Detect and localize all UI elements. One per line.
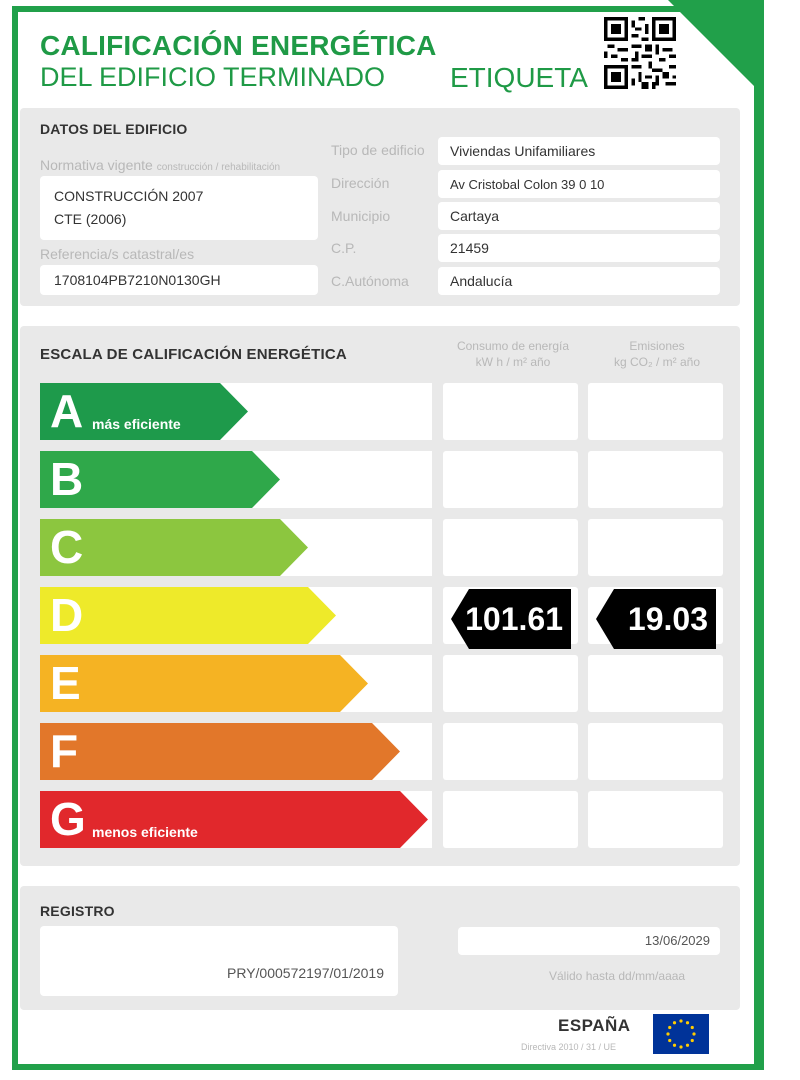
- field-label-cp: C.P.: [331, 240, 357, 256]
- normativa-label: [40, 157, 280, 173]
- consumo-cell: [443, 723, 578, 780]
- eu-star: [686, 1044, 689, 1047]
- normativa-label-sub: construcción / rehabilitación: [156, 162, 281, 173]
- eu-star: [673, 1044, 676, 1047]
- eu-star: [668, 1026, 671, 1029]
- referencia-box: [40, 265, 318, 295]
- datos-title: DATOS DEL EDIFICIO: [40, 121, 188, 137]
- class-arrow-e: [40, 655, 370, 712]
- eu-star: [686, 1021, 689, 1024]
- normativa-line-2: CTE (2006): [54, 211, 127, 227]
- class-arrow-f: [40, 723, 402, 780]
- col-emisiones-line-1: Emisiones: [629, 339, 685, 353]
- class-arrow-g: [40, 791, 430, 848]
- emisiones-cell: [588, 723, 723, 780]
- eu-star: [679, 1045, 682, 1048]
- class-tag: menos eficiente: [92, 824, 198, 840]
- registro-fecha-label: Válido hasta dd/mm/aaaa: [549, 969, 686, 983]
- class-letter: E: [50, 657, 81, 709]
- class-letter: F: [50, 725, 79, 777]
- escala-title: ESCALA DE CALIFICACIÓN ENERGÉTICA: [40, 346, 347, 363]
- col-consumo-line-1: Consumo de energía: [456, 339, 570, 353]
- field-box-municipio: [438, 202, 720, 230]
- class-letter: C: [50, 521, 84, 573]
- normativa-line-1: CONSTRUCCIÓN 2007: [54, 188, 204, 204]
- eu-star: [673, 1021, 676, 1024]
- registro-title: REGISTRO: [40, 903, 115, 919]
- field-value-autonoma: Andalucía: [450, 273, 513, 289]
- eu-star: [691, 1026, 694, 1029]
- referencia-value: 1708104PB7210N0130GH: [54, 272, 221, 288]
- field-label-direccion: Dirección: [331, 175, 390, 191]
- field-value-cp: 21459: [450, 240, 489, 256]
- field-box-autonoma: [438, 267, 720, 295]
- corner-fold: [668, 0, 764, 96]
- consumo-cell: [443, 451, 578, 508]
- eu-star: [691, 1039, 694, 1042]
- eu-star: [692, 1032, 695, 1035]
- col-emisiones-line-2: kg CO₂ / m² año: [613, 355, 700, 369]
- consumo-cell: [443, 655, 578, 712]
- consumo-cell: [443, 383, 578, 440]
- registro-fecha: 13/06/2029: [644, 933, 710, 948]
- registro-fecha-box: [458, 927, 720, 955]
- class-arrow-c: [40, 519, 310, 576]
- registro-numero: PRY/000572197/01/2019: [227, 965, 384, 981]
- normativa-box: [40, 176, 318, 240]
- consumo-cell: [443, 791, 578, 848]
- normativa-label-text: Normativa vigente: [40, 157, 153, 173]
- rating-value: 101.61: [465, 601, 563, 637]
- qr-code-icon[interactable]: [604, 17, 676, 89]
- emisiones-cell: [588, 383, 723, 440]
- class-letter: D: [50, 589, 84, 641]
- field-label-tipo: Tipo de edificio: [331, 142, 425, 158]
- emisiones-rating-badge: [596, 589, 716, 649]
- emisiones-cell: [588, 791, 723, 848]
- eu-flag-icon: [653, 1014, 709, 1054]
- class-letter: A: [50, 385, 84, 437]
- class-arrow-a: [40, 383, 250, 440]
- field-label-autonoma: C.Autónoma: [331, 273, 409, 289]
- field-value-municipio: Cartaya: [450, 208, 500, 224]
- eu-star: [679, 1019, 682, 1022]
- class-arrow-b: [40, 451, 282, 508]
- consumo-cell: [443, 519, 578, 576]
- class-tag: más eficiente: [92, 416, 181, 432]
- class-arrow-d: [40, 587, 338, 644]
- country-label: ESPAÑA: [558, 1016, 631, 1035]
- etiqueta-label: ETIQUETA: [450, 62, 588, 93]
- emisiones-cell: [588, 451, 723, 508]
- field-value-direccion: Av Cristobal Colon 39 0 10: [450, 177, 605, 192]
- title-line-1: CALIFICACIÓN ENERGÉTICA: [40, 30, 437, 61]
- col-emisiones-header: [584, 338, 730, 370]
- eu-star: [666, 1032, 669, 1035]
- emisiones-cell: [588, 655, 723, 712]
- consumo-rating-badge: [451, 589, 571, 649]
- referencia-label: Referencia/s catastral/es: [40, 246, 195, 262]
- rating-value: 19.03: [627, 601, 708, 637]
- registro-numero-box: [40, 926, 398, 996]
- emisiones-cell: [588, 519, 723, 576]
- col-consumo-header: [440, 338, 586, 370]
- eu-star: [668, 1039, 671, 1042]
- directiva-label: Directiva 2010 / 31 / UE: [521, 1042, 617, 1052]
- col-consumo-line-2: kW h / m² año: [475, 355, 551, 369]
- field-box-cp: [438, 234, 720, 262]
- title-line-2: DEL EDIFICIO TERMINADO: [40, 62, 386, 92]
- field-box-direccion: [438, 170, 720, 198]
- class-letter: G: [50, 793, 86, 845]
- field-label-municipio: Municipio: [331, 208, 391, 224]
- class-letter: B: [50, 453, 84, 505]
- field-value-tipo: Viviendas Unifamiliares: [450, 143, 596, 159]
- field-box-tipo: [438, 137, 720, 165]
